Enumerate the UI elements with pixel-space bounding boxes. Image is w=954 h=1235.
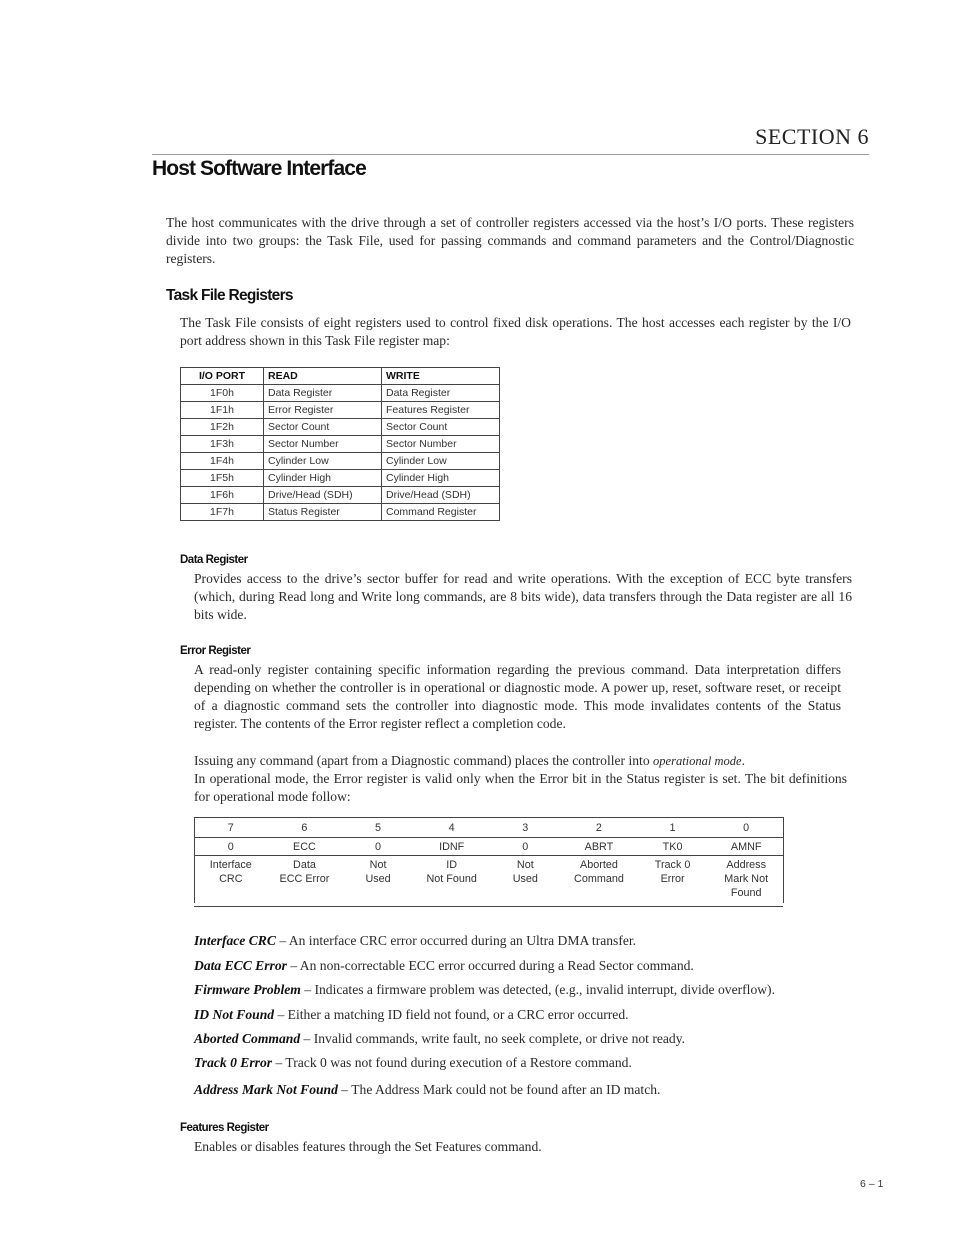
bit-number-cell: 0 — [709, 818, 783, 838]
bit-meaning-line: Aborted — [580, 859, 618, 871]
definition-text: – An interface CRC error occurred during an Ultra DMA transfer. — [275, 933, 637, 948]
table-row — [181, 504, 500, 521]
bit-meaning-line: Not — [516, 859, 534, 871]
meaning-row — [194, 856, 783, 907]
error-register-paragraph: A read-only register containing specific information regarding the previous command. Data interpretation differs depending on whether the controller is in operational or diagnostic mode. A power up, reset, software reset, or receipt of a diagnostic command sets the controller into diagnostic mode. This mode invalidates contents of the Status register. The contents of the Error register reflect a completion code. — [194, 662, 841, 731]
page-number: 6 – 1 — [860, 1178, 884, 1190]
bit-number-row — [194, 818, 783, 838]
bit-meaning-cell — [194, 856, 268, 907]
write-cell: Drive/Head (SDH) — [382, 487, 500, 504]
bit-meaning-line: Interface — [209, 859, 252, 871]
error-bit-table — [194, 817, 783, 907]
definition-term: Firmware Problem — [194, 982, 301, 997]
bit-number-cell: 6 — [268, 818, 342, 838]
bit-meaning-line: Address — [726, 859, 766, 871]
error-bit-definition — [194, 1055, 874, 1071]
task-file-paragraph: The Task File consists of eight registers used to control fixed disk operations. The host accesses each register by the I/O port address shown in this Task File register map: — [180, 315, 851, 348]
read-cell: Sector Count — [264, 419, 382, 436]
read-cell: Drive/Head (SDH) — [264, 487, 382, 504]
task-file-table — [180, 367, 500, 521]
io-port-cell: 1F4h — [181, 453, 264, 470]
io-port-cell: 1F1h — [181, 402, 264, 419]
bit-number-cell: 3 — [489, 818, 563, 838]
issuing-text: Issuing any command (apart from a Diagnostic command) places the controller into — [194, 753, 650, 768]
operational-mode-term: operational mode — [653, 754, 742, 768]
bit-mnemonic-cell: ABRT — [562, 838, 636, 856]
write-cell: Cylinder High — [382, 470, 500, 487]
bit-meaning-cell — [636, 856, 710, 907]
io-port-cell: 1F0h — [181, 385, 264, 402]
error-bit-definition — [194, 1082, 874, 1098]
bit-meaning-line: Used — [365, 873, 391, 885]
write-cell: Data Register — [382, 385, 500, 402]
bit-mnemonic-cell: 0 — [341, 838, 415, 856]
table-row — [181, 419, 500, 436]
features-register-paragraph: Enables or disables features through the Set Features command. — [194, 1139, 542, 1154]
bit-meaning-line: Not Found — [426, 873, 477, 885]
page-title: Host Software Interface — [152, 157, 366, 180]
bit-meaning-line: ID — [446, 859, 458, 871]
bit-mnemonic-cell: AMNF — [709, 838, 783, 856]
error-bit-definition — [194, 933, 874, 949]
definition-term: Interface CRC — [194, 933, 276, 948]
bit-meaning-line: Command — [574, 873, 624, 885]
column-header-read: READ — [264, 368, 382, 385]
bit-meaning-cell — [341, 856, 415, 907]
read-cell: Sector Number — [264, 436, 382, 453]
definition-text: – Either a matching ID field not found, or a CRC error occurred. — [274, 1007, 629, 1022]
features-register-heading: Features Register — [180, 1122, 269, 1134]
column-header-io-port: I/O PORT — [181, 368, 264, 385]
bit-number-cell: 1 — [636, 818, 710, 838]
table-row — [181, 436, 500, 453]
bit-meaning-line: Track 0 — [654, 859, 691, 871]
bit-meaning-cell — [268, 856, 342, 907]
table-row — [181, 470, 500, 487]
definition-term: ID Not Found — [194, 1007, 275, 1022]
io-port-cell: 1F7h — [181, 504, 264, 521]
read-cell: Cylinder Low — [264, 453, 382, 470]
table-row — [181, 487, 500, 504]
bit-meaning-cell — [489, 856, 563, 907]
bit-meaning-line: Found — [730, 887, 762, 899]
bit-meaning-line: Data — [293, 859, 316, 871]
task-file-header-row — [181, 368, 500, 385]
column-header-write: WRITE — [382, 368, 500, 385]
definition-term: Address Mark Not Found — [194, 1082, 338, 1097]
bit-meaning-line: Not — [369, 859, 387, 871]
issuing-suffix: . — [741, 753, 745, 768]
issuing-command-line — [194, 752, 854, 770]
read-cell: Error Register — [264, 402, 382, 419]
definition-text: – Track 0 was not found during execution of a Restore command. — [272, 1055, 632, 1070]
table-row — [181, 453, 500, 470]
mnemonic-row — [194, 838, 783, 856]
definition-text: – Indicates a firmware problem was detected, (e.g., invalid interrupt, divide overflow). — [300, 982, 775, 997]
write-cell: Sector Number — [382, 436, 500, 453]
header-rule — [152, 154, 869, 155]
data-register-heading: Data Register — [180, 554, 248, 566]
bit-mnemonic-cell: ECC — [268, 838, 342, 856]
definition-text: – The Address Mark could not be found after an ID match. — [337, 1082, 661, 1097]
bit-number-cell: 5 — [341, 818, 415, 838]
operational-mode-paragraph: In operational mode, the Error register is valid only when the Error bit in the Status register is set. The bit definitions for operational mode follow: — [194, 771, 847, 804]
intro-paragraph: The host communicates with the drive through a set of controller registers accessed via the host’s I/O ports. These registers divide into two groups: the Task File, used for passing commands and command parameters and the Control/Diagnostic registers. — [166, 215, 854, 266]
bit-number-cell: 2 — [562, 818, 636, 838]
definition-term: Aborted Command — [194, 1031, 301, 1046]
table-row — [181, 385, 500, 402]
bit-mnemonic-cell: TK0 — [636, 838, 710, 856]
definition-term: Data ECC Error — [194, 958, 287, 973]
bit-meaning-line: Error — [660, 873, 685, 885]
bit-number-cell: 7 — [194, 818, 268, 838]
definition-text: – An non-correctable ECC error occurred during a Read Sector command. — [286, 958, 694, 973]
read-cell: Cylinder High — [264, 470, 382, 487]
task-file-heading: Task File Registers — [166, 287, 293, 304]
bit-meaning-line: CRC — [219, 873, 243, 885]
data-register-paragraph: Provides access to the drive’s sector buffer for read and write operations. With the exception of ECC byte transfers (which, during Read long and Write long commands, are 8 bits wide), data transfers through the Data register are all 16 bits wide. — [194, 571, 852, 622]
table-row — [181, 402, 500, 419]
bit-number-cell: 4 — [415, 818, 489, 838]
bit-meaning-cell — [709, 856, 783, 907]
error-bit-definition — [194, 958, 874, 974]
read-cell: Data Register — [264, 385, 382, 402]
bit-meaning-cell — [562, 856, 636, 907]
bit-mnemonic-cell: 0 — [194, 838, 268, 856]
error-bit-definition — [194, 1031, 874, 1047]
write-cell: Cylinder Low — [382, 453, 500, 470]
definition-term: Track 0 Error — [194, 1055, 273, 1070]
bit-meaning-line: Mark Not — [724, 873, 769, 885]
error-register-heading: Error Register — [180, 645, 251, 657]
io-port-cell: 1F3h — [181, 436, 264, 453]
error-bit-definition — [194, 982, 874, 998]
write-cell: Sector Count — [382, 419, 500, 436]
section-label: SECTION 6 — [755, 124, 869, 149]
definition-text: – Invalid commands, write fault, no seek complete, or drive not ready. — [300, 1031, 686, 1046]
bit-meaning-cell — [415, 856, 489, 907]
io-port-cell: 1F5h — [181, 470, 264, 487]
write-cell: Command Register — [382, 504, 500, 521]
error-bit-definition — [194, 1007, 874, 1023]
bit-mnemonic-cell: IDNF — [415, 838, 489, 856]
read-cell: Status Register — [264, 504, 382, 521]
io-port-cell: 1F6h — [181, 487, 264, 504]
io-port-cell: 1F2h — [181, 419, 264, 436]
bit-meaning-line: Used — [512, 873, 538, 885]
bit-meaning-line: ECC Error — [279, 873, 330, 885]
write-cell: Features Register — [382, 402, 500, 419]
bit-mnemonic-cell: 0 — [489, 838, 563, 856]
